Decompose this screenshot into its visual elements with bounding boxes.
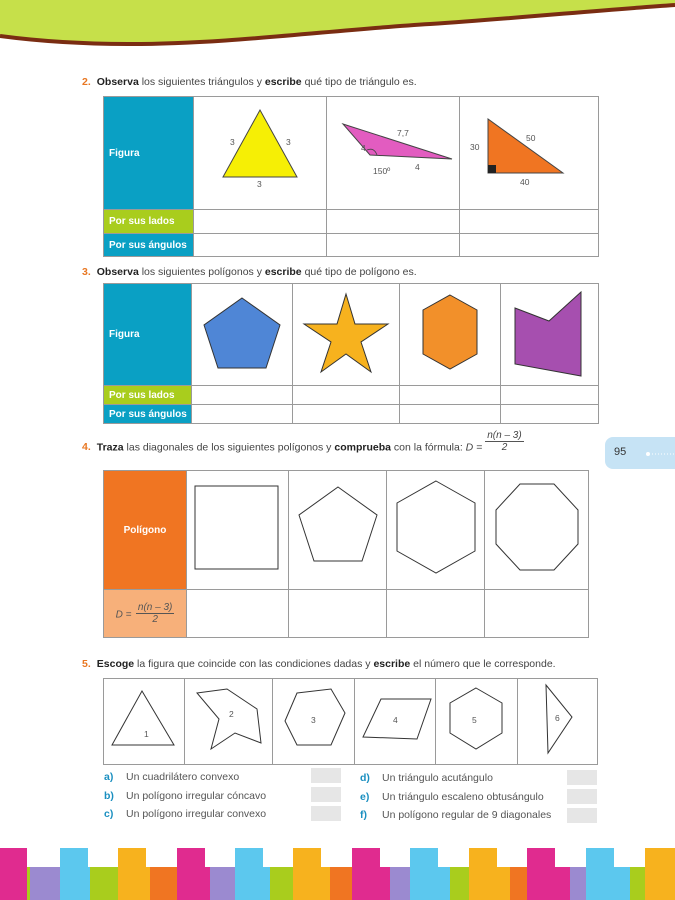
q4-formula-cell <box>104 590 187 638</box>
q3-answer-cell[interactable] <box>293 405 400 424</box>
answer-box-f[interactable] <box>567 808 597 823</box>
q3-row-angulos-label: Por sus ángulos <box>104 405 192 424</box>
q3-star <box>293 284 400 386</box>
q3-answer-cell[interactable] <box>192 405 293 424</box>
answer-box-b[interactable] <box>311 787 341 802</box>
q5-figure-6 <box>518 679 598 765</box>
q3-answer-cell[interactable] <box>400 386 501 405</box>
option-c: c) Un polígono irregular convexo <box>104 808 267 820</box>
tri1-bottom-label: 3 <box>257 179 262 189</box>
option-b: b) Un polígono irregular cóncavo <box>104 790 267 802</box>
q2-row-figura-label: Figura <box>104 97 194 210</box>
q5-figure-number: 5 <box>472 715 477 725</box>
q5-figure-5 <box>436 679 518 765</box>
option-f: f) Un polígono regular de 9 diagonales <box>360 809 552 821</box>
q4-row-poligono-label: Polígono <box>104 471 187 590</box>
q2-instruction: 2. Observa los siguientes triángulos y escribe qué tipo de triángulo es. <box>82 76 417 88</box>
q4-formula-den: 2 <box>501 442 508 453</box>
tri3-hyp-label: 50 <box>526 133 536 143</box>
q2-row-angulos-label: Por sus ángulos <box>104 234 194 257</box>
q2-answer-cell[interactable] <box>194 234 327 257</box>
page-number: 95 <box>614 446 627 458</box>
q4-instruction: 4. Traza las diagonales de los siguientes polígonos y comprueba con la fórmula: D = $\frac{n(n - 3)}{2}$ <box>82 430 522 454</box>
page-tab-dots <box>645 451 675 457</box>
q5-figure-2 <box>185 679 273 765</box>
tri2-angle-label: 150º <box>373 166 391 176</box>
q3-answer-cell[interactable] <box>400 405 501 424</box>
answer-box-d[interactable] <box>567 770 597 785</box>
q5-table <box>103 678 598 765</box>
q3-row-figura-label: Figura <box>104 284 192 386</box>
q4-answer-cell[interactable] <box>387 590 485 638</box>
option-e: e) Un triángulo escaleno obtusángulo <box>360 791 544 803</box>
q3-answer-cell[interactable] <box>501 405 599 424</box>
tri1-right-label: 3 <box>286 137 291 147</box>
q4-hexagon <box>387 471 485 590</box>
q2-row-lados-label: Por sus lados <box>104 210 194 234</box>
q4-row-formula-num: n(n – 3) <box>137 602 173 613</box>
q2-triangle-equilateral <box>194 97 327 210</box>
q2-answer-cell[interactable] <box>460 210 599 234</box>
tri2-top-label: 7,7 <box>397 128 409 138</box>
q2-triangle-obtuse <box>327 97 460 210</box>
q5-figure-3 <box>273 679 355 765</box>
q5-figure-4 <box>355 679 436 765</box>
q4-row-formula-den: 2 <box>152 614 158 625</box>
tri1-left-label: 3 <box>230 137 235 147</box>
answer-box-c[interactable] <box>311 806 341 821</box>
q5-figure-1 <box>104 679 185 765</box>
q5-figure-number: 4 <box>393 715 398 725</box>
tri2-right-label: 4 <box>415 162 420 172</box>
q4-formula-lhs: D = <box>465 441 483 454</box>
q3-instruction: 3. Observa los siguientes polígonos y escribe qué tipo de polígono es. <box>82 266 417 278</box>
option-a: a) Un cuadrilátero convexo <box>104 771 240 783</box>
q3-pentagon <box>192 284 293 386</box>
header-banner <box>0 0 675 60</box>
answer-box-a[interactable] <box>311 768 341 783</box>
q5-figure-number: 1 <box>144 729 149 739</box>
q5-figure-number: 3 <box>311 715 316 725</box>
q4-answer-cell[interactable] <box>187 590 289 638</box>
tri3-bottom-label: 40 <box>520 177 530 187</box>
tri3-left-label: 30 <box>470 142 480 152</box>
q4-square <box>187 471 289 590</box>
q5-figure-number: 2 <box>229 709 234 719</box>
q2-answer-cell[interactable] <box>327 210 460 234</box>
q4-answer-cell[interactable] <box>485 590 589 638</box>
q3-answer-cell[interactable] <box>501 386 599 405</box>
q4-answer-cell[interactable] <box>289 590 387 638</box>
q3-table <box>103 283 599 424</box>
q4-formula-num: n(n – 3) <box>487 430 522 441</box>
q4-row-formula-lhs: D = <box>115 609 132 621</box>
q2-table <box>103 96 599 257</box>
q4-pentagon <box>289 471 387 590</box>
q2-triangle-right <box>460 97 599 210</box>
q5-figure-number: 6 <box>555 713 560 723</box>
tri2-left-label: 4 <box>361 143 366 153</box>
q3-answer-cell[interactable] <box>192 386 293 405</box>
q5-instruction: 5. Escoge la figura que coincide con las condiciones dadas y escribe el número que le corresponde. <box>82 658 556 670</box>
q2-answer-cell[interactable] <box>194 210 327 234</box>
q3-row-lados-label: Por sus lados <box>104 386 192 405</box>
q4-table <box>103 470 589 638</box>
footer-color-bars <box>0 845 675 900</box>
q2-answer-cell[interactable] <box>460 234 599 257</box>
q3-hexagon <box>400 284 501 386</box>
q3-answer-cell[interactable] <box>293 386 400 405</box>
q4-octagon <box>485 471 589 590</box>
answer-box-e[interactable] <box>567 789 597 804</box>
q3-concave-polygon <box>501 284 599 386</box>
q2-answer-cell[interactable] <box>327 234 460 257</box>
option-d: d) Un triángulo acutángulo <box>360 772 493 784</box>
